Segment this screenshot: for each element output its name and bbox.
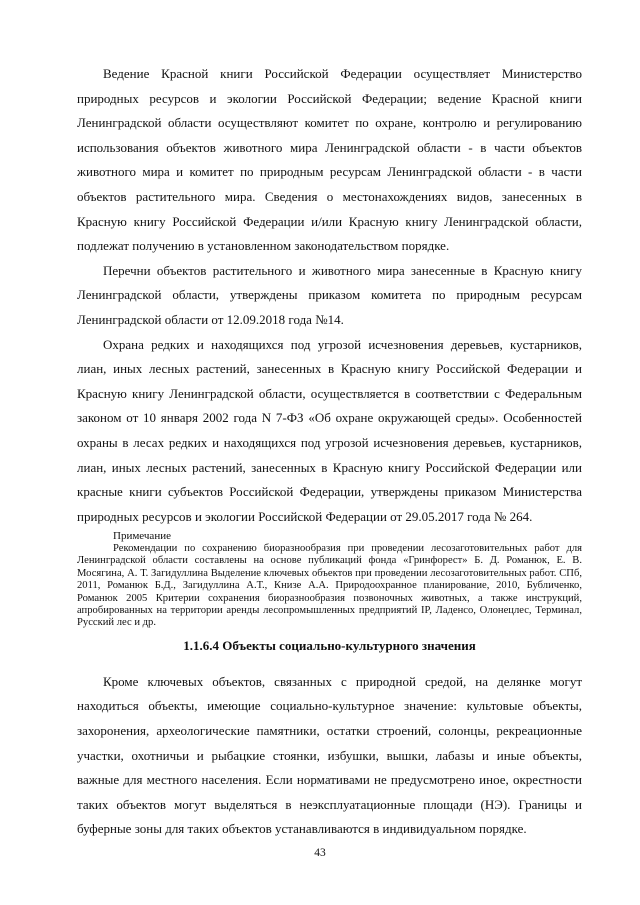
note-label: Примечание — [113, 530, 171, 543]
paragraph-red-book-lists: Перечни объектов растительного и животного мира занесенные в Красную книгу Ленинградской области, утверждены приказом комитета по природным ресурсам Ленинградской области от 12.09.2018 года №14. — [77, 262, 582, 327]
note-block — [77, 530, 582, 629]
paragraph-red-book-management: Ведение Красной книги Российской Федерации осуществляет Министерство природных ресурсов и экологии Российской Федерации; ведение Красной книги Ленинградской области осуществляют комитет по охране, контролю и регулированию использования объектов животного мира Ленинградской области - в части объектов животного мира и комитет по природным ресурсам Ленинградской области - в части объектов растительного мира. Сведения о местонахождениях видов, занесенных в Красную книгу Российской Федерации и/или Красную книгу Ленинградской области, подлежат получению в установленном законодательством порядке. — [77, 66, 582, 254]
document-page — [77, 62, 582, 842]
section-heading: 1.1.6.4 Объекты социально-культурного значения — [183, 637, 476, 653]
paragraph-rare-species-protection: Охрана редких и находящихся под угрозой исчезновения деревьев, кустарников, лиан, иных лесных растений, занесенных в Красную книгу Российской Федерации и Красную книгу Ленинградской области, осуществляется в соответствии с Федеральным законом от 10 января 2002 года N 7-ФЗ «Об охране окружающей среды». Особенностей охраны в лесах редких и находящихся под угрозой исчезновения деревьев, кустарников, лиан, иных лесных растений, занесенных в Красную книгу Российской Федерации или красные книги субъектов Российской Федерации, утверждены приказом Министерства природных ресурсов и экологии Российской Федерации от 29.05.2017 года № 264. — [77, 336, 582, 524]
paragraph-social-cultural-objects: Кроме ключевых объектов, связанных с природной средой, на делянке могут находиться объекты, имеющие социально-культурное значение: культовые объекты, захоронения, археологические памятники, остатки строений, солонцы, рекреационные участки, охотничьи и рыбацкие стоянки, избушки, вышки, лабазы и иные объекты, важные для местного населения. Если нормативами не предусмотрено иное, окрестности таких объектов могут выделяться в неэксплуатационные площади (НЭ). Границы и буферные зоны для таких объектов устанавливаются в индивидуальном порядке. — [77, 673, 582, 837]
note-text: Рекомендации по сохранению биоразнообразия при проведении лесозаготовительных работ для Ленинградской области составлены на основе публикаций фонда «Гринфорест» Б. Д. Романюк, Е. В. Мосягина, А. Т. Загидуллина Выделение ключевых объектов при проведении лесозаготовительных работ. СПб, 2011, Романюк Б.Д., Загидуллина А.Т., Книзе А.А. Природоохранное планирование, 2010, Бубличенко, Романюк 2005 Критерии сохранения биоразнообразия позвоночных животных, а также инструкций, апробированных на территории аренды лесопромышленных предприятий IP, Ладенсо, Олонецлес, Терминал, Русский лес и др. — [77, 542, 582, 629]
page-number: 43 — [314, 847, 326, 859]
